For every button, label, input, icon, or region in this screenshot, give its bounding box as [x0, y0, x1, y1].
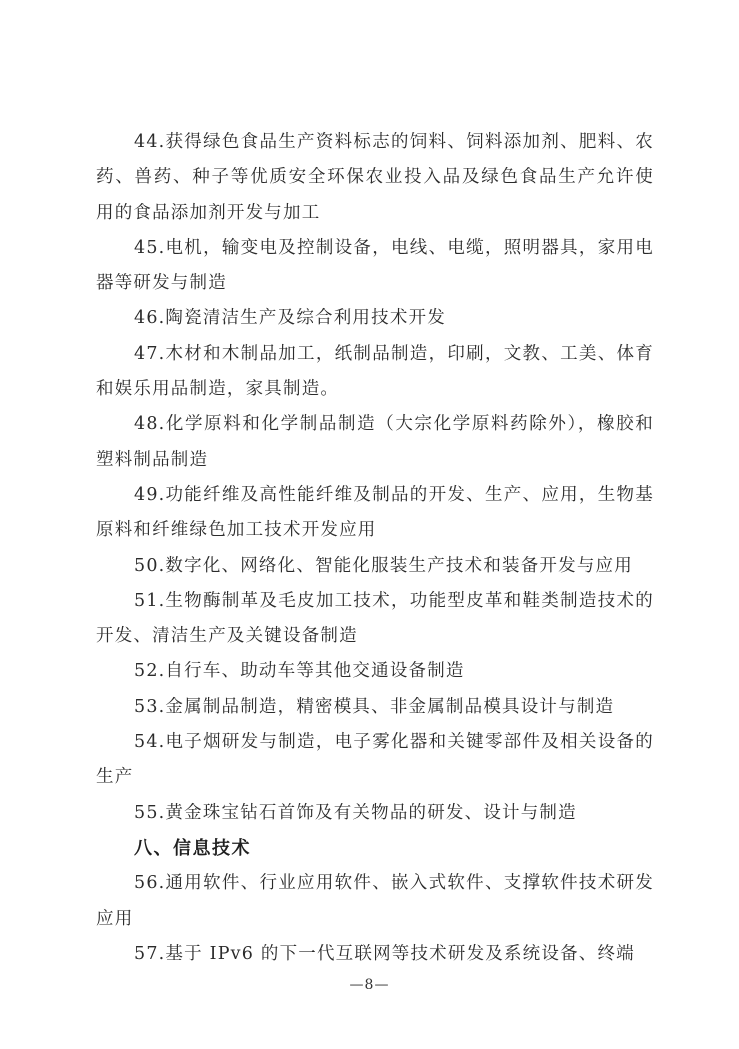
list-item: 52.自行车、助动车等其他交通设备制造 — [134, 661, 465, 682]
list-item: 49.功能纤维及高性能纤维及制品的开发、生产、应用，生物基原料和纤维绿色加工技术开发应用 — [96, 484, 654, 541]
page-number: —8— — [349, 977, 390, 993]
list-item: 53.金属制品制造，精密模具、非金属制品模具设计与制造 — [134, 696, 615, 717]
list-item: 48.化学原料和化学制品制造（大宗化学原料药除外），橡胶和塑料制品制造 — [96, 414, 654, 470]
list-item: 51.生物酶制革及毛皮加工技术，功能型皮革和鞋类制造技术的开发、清洁生产及关键设备制造 — [96, 590, 654, 647]
list-item: 50.数字化、网络化、智能化服装生产技术和装备开发与应用 — [134, 555, 633, 576]
list-item: 54.电子烟研发与制造，电子雾化器和关键零部件及相关设备的生产 — [96, 732, 654, 788]
list-item: 57.基于 IPv6 的下一代互联网等技术研发及系统设备、终端 — [134, 943, 635, 964]
list-item: 46.陶瓷清洁生产及综合利用技术开发 — [134, 308, 446, 329]
section-heading: 八、信息技术 — [134, 837, 251, 859]
document-body — [96, 125, 654, 972]
list-item: 47.木材和木制品加工，纸制品制造，印刷，文教、工美、体育和娱乐用品制造，家具制造。 — [96, 343, 654, 400]
list-item: 44.获得绿色食品生产资料标志的饲料、饲料添加剂、肥料、农药、兽药、种子等优质安全环保农业投入品及绿色食品生产允许使用的食品添加剂开发与加工 — [96, 132, 654, 223]
list-item: 56.通用软件、行业应用软件、嵌入式软件、支撑软件技术研发应用 — [96, 873, 654, 929]
list-item: 55.黄金珠宝钻石首饰及有关物品的研发、设计与制造 — [134, 802, 577, 823]
list-item: 45.电机，输变电及控制设备，电线、电缆，照明器具，家用电器等研发与制造 — [96, 237, 654, 294]
